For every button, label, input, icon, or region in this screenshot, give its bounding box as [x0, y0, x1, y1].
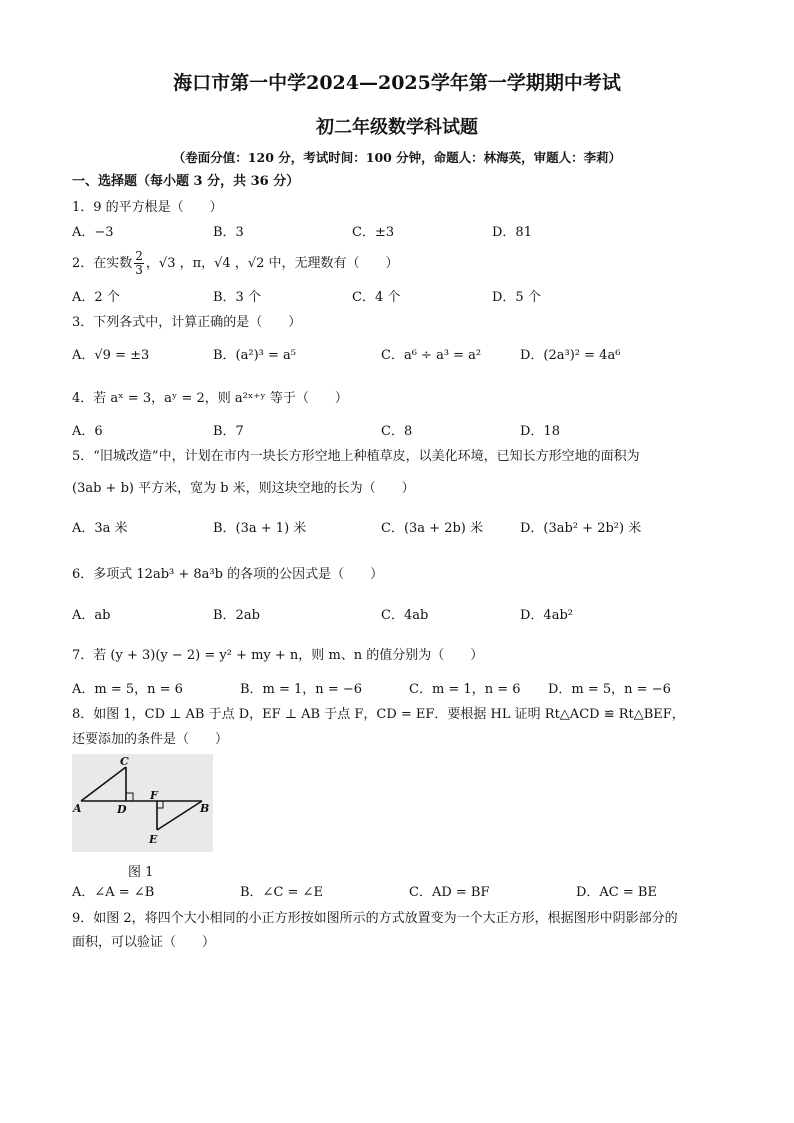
q4-option-b: B．7: [213, 424, 244, 439]
label-c: C: [120, 755, 129, 768]
q2-option-a: A．2 个: [72, 290, 120, 305]
exam-title: 海口市第一中学2024—2025学年第一学期期中考试: [173, 72, 621, 94]
label-a: A: [73, 802, 82, 815]
q2-fraction-numerator: 2: [135, 249, 143, 263]
label-b: B: [200, 802, 210, 815]
label-d: D: [117, 803, 127, 816]
q5-stem-line1: 5．“旧城改造”中，计划在市内一块长方形空地上种植草皮，以美化环境，已知长方形空地的面积为: [72, 449, 640, 464]
q5-option-b: B．(3a + 1) 米: [213, 521, 307, 536]
q2-fraction-denominator: 3: [135, 263, 143, 277]
right-angle-d: [126, 793, 133, 801]
q5-stem-line2: (3ab + b) 平方米，宽为 b 米，则这块空地的长为（ ）: [72, 481, 415, 496]
segment-be: [157, 801, 202, 830]
q7-option-a: A．m = 5，n = 6: [72, 682, 183, 697]
q2-stem-pre: 2．在实数: [72, 256, 133, 271]
q8-option-b: B．∠C = ∠E: [240, 885, 323, 900]
q2-stem: [72, 248, 399, 280]
q6-option-a: A．ab: [72, 608, 111, 623]
q6-option-b: B．2ab: [213, 608, 260, 623]
q2-fraction: [134, 250, 144, 277]
q3-stem: 3．下列各式中，计算正确的是（ ）: [72, 315, 302, 330]
figure-1-caption: 图 1: [128, 865, 154, 880]
q7-option-d: D．m = 5，n = −6: [548, 682, 671, 697]
section-heading: 一、选择题（每小题 3 分，共 36 分）: [72, 174, 300, 189]
q4-option-d: D．18: [520, 424, 560, 439]
q9-stem-line1: 9．如图 2，将四个大小相同的小正方形按如图所示的方式放置变为一个大正方形，根据图形中阴影部分的: [72, 911, 678, 926]
q4-option-a: A．6: [72, 424, 103, 439]
segment-ac: [81, 767, 126, 801]
q8-option-c: C．AD = BF: [409, 885, 490, 900]
q8-stem-line2: 还要添加的条件是（ ）: [72, 732, 229, 747]
q8-option-a: A．∠A = ∠B: [72, 885, 155, 900]
figure-1: [72, 754, 213, 852]
q1-option-c: C．±3: [352, 225, 395, 240]
exam-subtitle: 初二年级数学科试题: [316, 117, 478, 138]
q8-stem-line1: 8．如图 1，CD ⊥ AB 于点 D，EF ⊥ AB 于点 F，CD = EF．要根据 HL 证明 Rt△ACD ≌ Rt△BEF，: [72, 707, 685, 722]
q1-option-a: A．−3: [72, 225, 114, 240]
exam-note: （卷面分值：120 分，考试时间：100 分钟，命题人：林海英，审题人：李莉）: [172, 150, 622, 165]
q5-option-a: A．3a 米: [72, 521, 128, 536]
q2-option-d: D．5 个: [492, 290, 541, 305]
q7-stem: 7．若 (y + 3)(y − 2) = y² + my + n，则 m、n 的值分别为（ ）: [72, 648, 484, 663]
q5-option-c: C．(3a + 2b) 米: [381, 521, 483, 536]
q8-option-d: D．AC = BE: [576, 885, 657, 900]
q1-option-b: B．3: [213, 225, 244, 240]
q5-option-d: D．(3ab² + 2b²) 米: [520, 521, 642, 536]
q2-option-b: B．3 个: [213, 290, 261, 305]
q6-option-d: D．4ab²: [520, 608, 573, 623]
q4-stem: 4．若 aˣ = 3，aʸ = 2，则 a²ˣ⁺ʸ 等于（ ）: [72, 391, 348, 406]
label-e: E: [149, 833, 158, 846]
q3-option-b: B．(a²)³ = a⁵: [213, 348, 296, 363]
q3-option-a: A．√9 = ±3: [72, 348, 150, 363]
figure-1-diagram: [72, 754, 213, 852]
q1-stem: 1．9 的平方根是（ ）: [72, 200, 223, 215]
q6-stem: 6．多项式 12ab³ + 8a³b 的各项的公因式是（ ）: [72, 567, 384, 582]
q7-option-c: C．m = 1，n = 6: [409, 682, 521, 697]
q2-option-c: C．4 个: [352, 290, 401, 305]
right-angle-f: [157, 801, 163, 808]
q9-stem-line2: 面积，可以验证（ ）: [72, 935, 216, 950]
q1-option-d: D．81: [492, 225, 532, 240]
q6-option-c: C．4ab: [381, 608, 429, 623]
q3-option-d: D．(2a³)² = 4a⁶: [520, 348, 621, 363]
q3-option-c: C．a⁶ ÷ a³ = a²: [381, 348, 482, 363]
q2-stem-rest: ，√3 ，π，√4 ，√2 中，无理数有（ ）: [145, 256, 399, 271]
q4-option-c: C．8: [381, 424, 413, 439]
q7-option-b: B．m = 1，n = −6: [240, 682, 363, 697]
label-f: F: [150, 789, 158, 802]
